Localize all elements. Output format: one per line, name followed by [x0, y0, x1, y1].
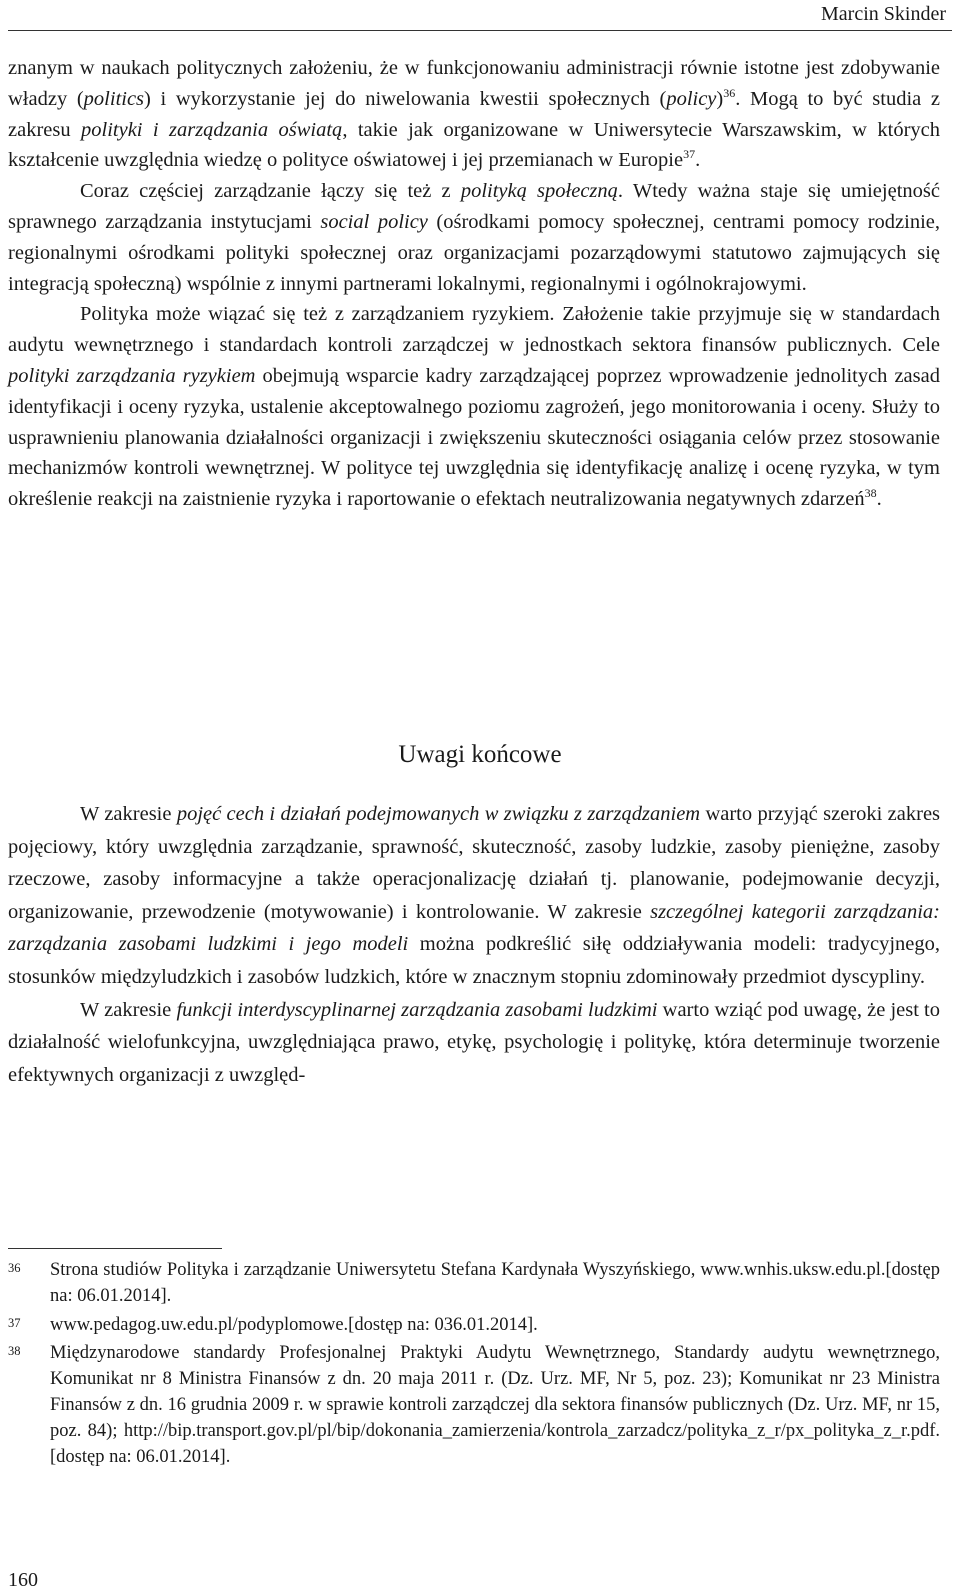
term-management-concepts: pojęć cech i działań podejmowanych w związku z zarządzaniem [176, 803, 701, 825]
term-risk-policy: polityki zarządzania ryzykiem [8, 364, 256, 387]
footnote-ref-37[interactable]: 37 [683, 147, 696, 162]
footnote-text: Międzynarodowe standardy Profesjonalnej Praktyki Audytu Wewnętrznego, Standardy audytu wewnętrznego, Komunikat nr 8 Ministra Finansów z dn. 20 maja 2011 r. (Dz. Urz. MF, Nr 5, poz. 23); Komunikat nr 23 Ministra Finansów z dn. 16 grudnia 2009 r. w sprawie kontroli zarządczej dla sektora finansów publicznych (Dz. Urz. MF, nr 15, poz. 84); http://bip.transport.gov.pl/pl/bip/dokonania_zamierzenia/kontrola_zarzadcz/polityka_z_r/px_polityka_z_r.pdf.[dostęp na: 06.01.2014]. [50, 1343, 940, 1467]
body-text-bottom [8, 798, 940, 1091]
footnote-rule [8, 1248, 222, 1249]
paragraph-risk-management: Polityka może wiązać się też z zarządzaniem ryzykiem. Założenie takie przyjmuje się w standardach audytu wewnętrznego i standardach kontroli zarządczej w jednostkach sektora finansów publicznych. Cele polityki zarządzania ryzykiem obejmują wsparcie kadry zarządzającej poprzez wprowadzenie jednolitych zasad identyfikacji i oceny ryzyka, ustalenie akceptowalnego poziomu zagrożeń, jego monitorowania i oceny. Służy to usprawnieniu planowania działalności organizacji i zwiększeniu skuteczności osiągania celów przez stosowanie mechanizmów kontroli wewnętrznej. W polityce tej uwzględnia się identyfikację analizę i ocenę ryzyka, w tym określenie reakcji na zaistnienie ryzyka i raportowanie o efektach neutralizowania negatywnych zdarzeń$^{38}$. [8, 303, 940, 511]
term-interdisciplinary-function: funkcji interdyscyplinarnej zarządzania zasobami ludzkimi [176, 998, 658, 1021]
term-social-policy-pl: polityką społeczną [460, 180, 618, 203]
header-rule [8, 30, 952, 31]
footnote-number: 37 [8, 1315, 21, 1330]
page-number: 160 [8, 1569, 38, 1591]
term-hrm-category: szczególnej kategorii zarządzania: zarządzania zasobami ludzkimi i jego modeli [8, 900, 940, 956]
body-text-top [8, 53, 940, 515]
footnote-38 [8, 1341, 940, 1470]
footnote-number: 36 [8, 1261, 21, 1275]
paragraph-concepts: W zakresie pojęć cech i działań podejmowanych w związku z zarządzaniem warto przyjąć szeroki zakres pojęciowy, który uwzględnia zarządzanie, sprawność, skuteczność, zasoby ludzkie, zasoby pieniężne, zasoby rzeczowe, zasoby informacyjne a także operacjonalizację działań tj. planowanie, podejmowanie decyzji, organizowanie, przewodzenie (motywowanie) i kontrolowanie. W zakresie szczególnej kategorii zarządzania: zarządzania zasobami ludzkimi i jego modeli można podkreślić siłę oddziaływania modeli: tradycyjnego, stosunków międzyludzkich i zasobów ludzkich, które w znacznym stopniu zdominowały przedmiot dyscypliny. [8, 803, 941, 988]
paragraph-continued: znanym w naukach politycznych założeniu, że w funkcjonowaniu administracji równie istotne jest zdobywanie władzy (politics) i wykorzystanie jej do niwelowania kwestii społecznych (policy)$^{36}$. Mogą to być studia z zakresu polityki i zarządzania oświatą, takie jak organizowane w Uniwersytecie Warszawskim, w których kształcenie uwzględnia wiedzę o polityce oświatowej i jej przemianach w Europie$^{37}$. [8, 57, 941, 172]
footnotes [8, 1258, 940, 1473]
term-education-policy: polityki i zarządzania oświatą [81, 118, 343, 141]
footnote-text: Strona studiów Polityka i zarządzanie Uniwersytetu Stefana Kardynała Wyszyńskiego, www.wnhis.uksw.edu.pl.[dostęp na: 06.01.2014]. [50, 1260, 940, 1306]
section-heading: Uwagi końcowe [398, 741, 562, 768]
footnote-ref-36[interactable]: 36 [723, 85, 736, 100]
paragraph-interdisciplinary: W zakresie funkcji interdyscyplinarnej zarządzania zasobami ludzkimi warto wziąć pod uwagę, że jest to działalność wielofunkcyjna, uwzględniająca prawo, etykę, psychologię i politykę, która determinuje tworzenie efektywnych organizacji z uwzględ- [8, 998, 941, 1086]
term-politics: politics [83, 87, 145, 110]
footnote-36 [8, 1258, 940, 1310]
term-policy: policy [666, 87, 717, 110]
running-head-author: Marcin Skinder [821, 3, 946, 25]
footnote-37 [8, 1313, 940, 1339]
term-social-policy-en: social policy [320, 210, 428, 233]
paragraph-social-policy: Coraz częściej zarządzanie łączy się też z polityką społeczną. Wtedy ważna staje się umiejętność sprawnego zarządzania instytucjami social policy (ośrodkami pomocy społecznej, centrami pomocy rodzinie, regionalnymi ośrodkami polityki społecznej oraz organizacjami pozarządowymi statutowo zajmujących się integracją społeczną) wspólnie z innymi partnerami lokalnymi, regionalnymi i ogólnokrajowymi. [8, 180, 940, 295]
footnote-text: www.pedagog.uw.edu.pl/podyplomowe.[dostęp na: 036.01.2014]. [50, 1314, 538, 1335]
footnote-number: 38 [8, 1344, 21, 1359]
footnote-ref-38[interactable]: 38 [864, 486, 877, 501]
